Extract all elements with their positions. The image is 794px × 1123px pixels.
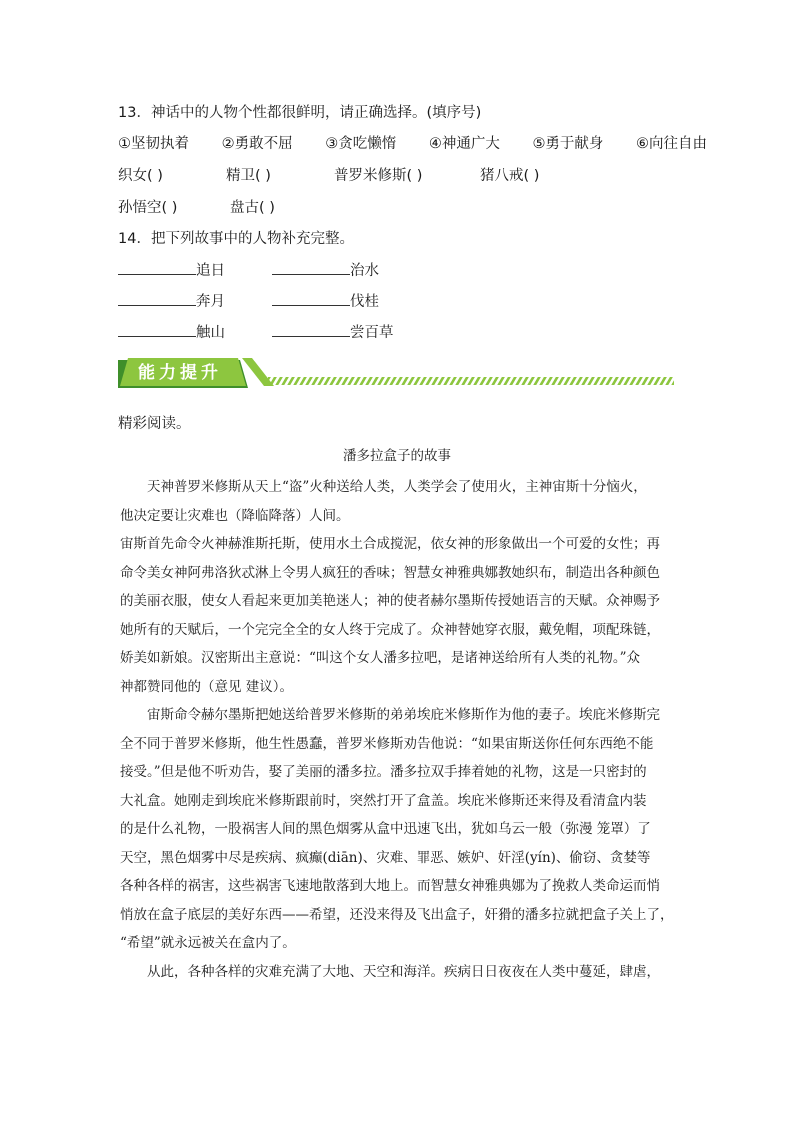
passage-line: 宙斯首先命令火神赫淮斯托斯，使用水土合成搅泥，依女神的形象做出一个可爱的女性；再 [120, 536, 660, 552]
story-label: 奔月 [196, 294, 225, 310]
passage-line: 他决定要让灾难也（降临降落）人间。 [120, 507, 350, 524]
answer-blank[interactable] [118, 322, 196, 337]
question-13-choices [118, 134, 735, 154]
reading-instruction: 精彩阅读。 [118, 416, 191, 432]
banner-hatched-rule [268, 377, 674, 385]
choice-4: ④神通广大 [428, 136, 500, 152]
passage-line: 天神普罗米修斯从天上“盗”火种送给人类，人类学会了使用火，主神宙斯十分恼火， [120, 479, 647, 495]
passage-line: 神都赞同他的（意见 建议）。 [120, 678, 294, 695]
passage-line: 她所有的天赋后，一个完完全全的女人终于完成了。众神替她穿衣服，戴免帽，项配珠链， [120, 621, 660, 638]
passage-line: 命令美女神阿弗洛狄忒淋上令男人疯狂的香味；智慧女神雅典娜教她织布，制造出各种颜色 [120, 564, 660, 581]
passage-line: 宙斯命令赫尔墨斯把她送给普罗米修斯的弟弟埃庇米修斯作为他的妻子。埃庇米修斯完 [120, 707, 660, 723]
passage-line: 的美丽衣服，使女人看起来更加美艳迷人；神的使者赫尔墨斯传授她语言的天赋。众神赐予 [120, 593, 660, 609]
story-label: 触山 [196, 325, 225, 341]
passage-line: 天空，黑色烟雾中尽是疾病、疯癫(diān)、灾难、罪恶、嫉妒、奸淫(yín)、偷窃、贪婪等 [120, 849, 651, 866]
slot-zhinv[interactable]: 织女( ) [118, 168, 163, 184]
slot-jingwei[interactable]: 精卫( ) [226, 168, 271, 184]
slot-pangu[interactable]: 盘古( ) [230, 200, 275, 216]
passage-body [120, 473, 680, 986]
passage-line: 大礼盒。她刚走到埃庇米修斯跟前时，突然打开了盒盖。埃庇米修斯还来得及看清盒内装 [120, 792, 647, 809]
passage-line: 娇美如新娘。汉密斯出主意说：“叫这个女人潘多拉吧，是诸神送给所有人类的礼物。”众 [120, 650, 641, 666]
story-label: 伐桂 [350, 294, 379, 310]
slot-prometheus[interactable]: 普罗米修斯( ) [334, 168, 423, 184]
passage-line: “希望”就永远被关在盒内了。 [120, 935, 296, 951]
choice-5: ⑤勇于献身 [532, 136, 604, 152]
choice-6: ⑥向往自由 [636, 136, 708, 152]
question-13-prompt: 13．神话中的人物个性都很鲜明，请正确选择。(填序号) [118, 105, 482, 121]
passage-line: 从此，各种各样的灾难充满了大地、天空和海洋。疾病日日夜夜在人类中蔓延，肆虐， [120, 963, 660, 980]
passage-line: 各种各样的祸害，这些祸害飞速地散落到大地上。而智慧女神雅典娜为了挽救人类命运而悄 [120, 878, 660, 894]
answer-blank[interactable] [118, 260, 196, 275]
answer-blank[interactable] [272, 322, 350, 337]
slot-sunwukong[interactable]: 孙悟空( ) [118, 200, 178, 216]
story-label: 尝百草 [350, 325, 394, 341]
choice-3: ③贪吃懒惰 [325, 136, 397, 152]
choice-1: ①坚韧执着 [118, 136, 189, 152]
passage-line: 接受。”但是他不听劝告，娶了美丽的潘多拉。潘多拉双手捧着她的礼物，这是一只密封的 [120, 764, 647, 780]
answer-blank[interactable] [118, 291, 196, 306]
story-label: 追日 [196, 263, 225, 279]
story-label: 治水 [350, 263, 379, 279]
passage-line: 悄放在盒子底层的美好东西——希望，还没来得及飞出盒子，奸猾的潘多拉就把盒子关上了， [120, 906, 674, 923]
passage-title: 潘多拉盒子的故事 [343, 448, 451, 464]
section-title: 能力提升 [138, 363, 222, 383]
passage-line: 全不同于普罗米修斯，他生性愚蠢，普罗米修斯劝告他说：“如果宙斯送你任何东西绝不能 [120, 735, 654, 752]
answer-blank[interactable] [272, 291, 350, 306]
question-14-prompt: 14．把下列故事中的人物补充完整。 [118, 231, 354, 247]
choice-2: ②勇敢不屈 [221, 136, 293, 152]
passage-line: 的是什么礼物，一股祸害人间的黑色烟雾从盒中迅速飞出，犹如乌云一般（弥漫 笼罩）了 [120, 821, 651, 837]
answer-blank[interactable] [272, 260, 350, 275]
slot-zhubajie[interactable]: 猪八戒( ) [480, 168, 540, 184]
